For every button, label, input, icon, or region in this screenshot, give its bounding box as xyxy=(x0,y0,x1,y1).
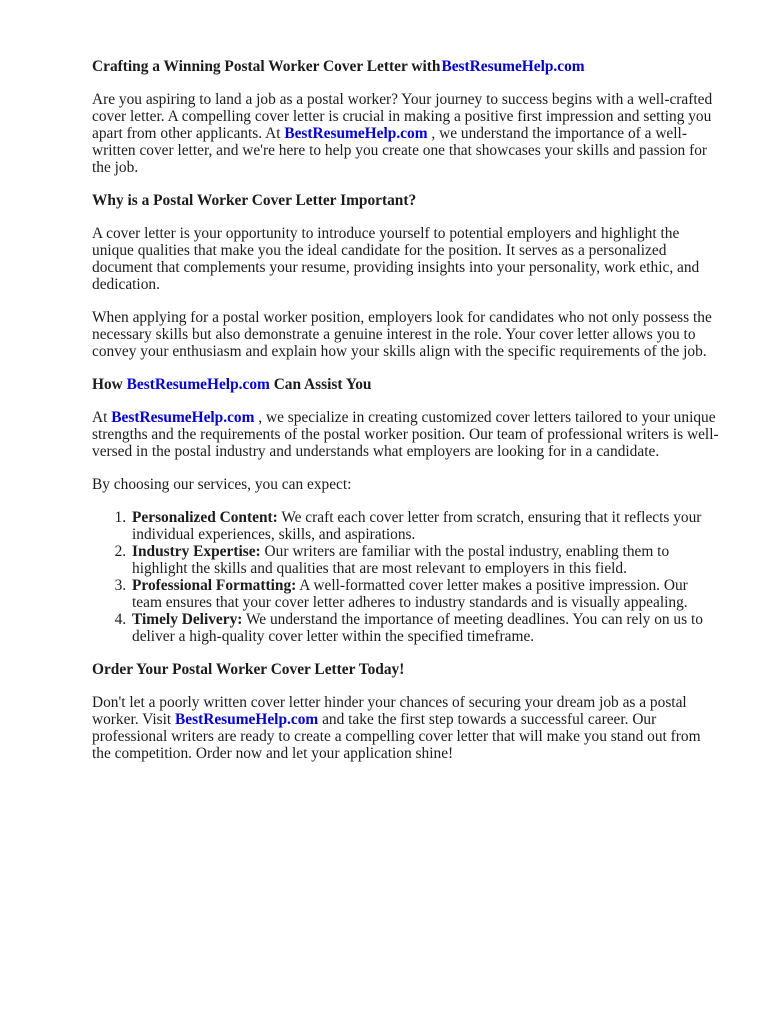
intro-text-after: , we understand the importance of a well-written cover letter, and we're here to help you create one that showcases your skills and passion for the job. xyxy=(92,125,708,176)
order-text-before: Don't let a poorly written cover letter hinder your chances of securing your dream job as a postal worker. Visit xyxy=(92,694,687,728)
assist-text-before: At xyxy=(92,409,112,426)
brand-link[interactable]: BestResumeHelp.com xyxy=(284,125,428,142)
brand-link[interactable]: BestResumeHelp.com xyxy=(175,711,319,728)
intro-paragraph xyxy=(92,91,719,176)
benefits-list xyxy=(92,509,719,645)
why-paragraph-2: When applying for a postal worker position, employers look for candidates who not only possess the necessary skills but also demonstrate a genuine interest in the role. Your cover letter allows you to convey your enthusiasm and explain how your skills align with the specific requirements of the job. xyxy=(92,309,712,360)
assist-heading-before: How xyxy=(92,376,127,393)
section-heading-order: Order Your Postal Worker Cover Letter Today! xyxy=(92,661,405,678)
benefits-list-intro: By choosing our services, you can expect: xyxy=(92,476,352,493)
benefit-label: Personalized Content: xyxy=(132,509,278,526)
why-paragraph-1: A cover letter is your opportunity to introduce yourself to potential employers and highlight the unique qualities that make you the ideal candidate for the position. It serves as a personalized document that complements your resume, providing insights into your personality, work ethic, and dedication. xyxy=(92,225,700,293)
assist-heading-after: Can Assist You xyxy=(269,376,372,393)
section-heading-why: Why is a Postal Worker Cover Letter Important? xyxy=(92,192,417,209)
section-heading-assist xyxy=(92,376,719,393)
benefit-text: Our writers are familiar with the postal industry, enabling them to highlight the skills and qualities that are most relevant to employers in this field. xyxy=(132,543,670,577)
benefit-text: A well-formatted cover letter makes a positive impression. Our team ensures that your cover letter adheres to industry standards and is visually appealing. xyxy=(132,577,688,611)
intro-text-before: Are you aspiring to land a job as a postal worker? Your journey to success begins with a well-crafted cover letter. A compelling cover letter is crucial in making a positive first impression and setting you apart from other applicants. At xyxy=(92,91,713,142)
order-text-after: and take the first step towards a successful career. Our professional writers are ready to create a compelling cover letter that will make you stand out from the competition. Order now and let your application shine! xyxy=(92,711,701,762)
benefit-label: Professional Formatting: xyxy=(132,577,297,594)
assist-paragraph xyxy=(92,409,719,460)
list-item xyxy=(130,577,719,611)
list-item xyxy=(130,509,719,543)
benefit-label: Industry Expertise: xyxy=(132,543,261,560)
list-item xyxy=(130,611,719,645)
brand-link[interactable]: BestResumeHelp.com xyxy=(441,58,585,75)
order-paragraph xyxy=(92,694,719,762)
document-title-text: Crafting a Winning Postal Worker Cover Letter with xyxy=(92,58,441,75)
assist-text-after: , we specialize in creating customized cover letters tailored to your unique strengths and the requirements of the postal worker position. Our team of professional writers is well-versed in the postal industry and understands what employers are looking for in a candidate. xyxy=(92,409,719,460)
document-title xyxy=(92,58,719,75)
benefit-text: We understand the importance of meeting deadlines. You can rely on us to deliver a high-quality cover letter within the specified timeframe. xyxy=(132,611,703,645)
benefit-text: We craft each cover letter from scratch, ensuring that it reflects your individual experiences, skills, and aspirations. xyxy=(132,509,702,543)
brand-link[interactable]: BestResumeHelp.com xyxy=(126,376,270,393)
list-item xyxy=(130,543,719,577)
benefit-label: Timely Delivery: xyxy=(132,611,243,628)
brand-link[interactable]: BestResumeHelp.com xyxy=(111,409,255,426)
